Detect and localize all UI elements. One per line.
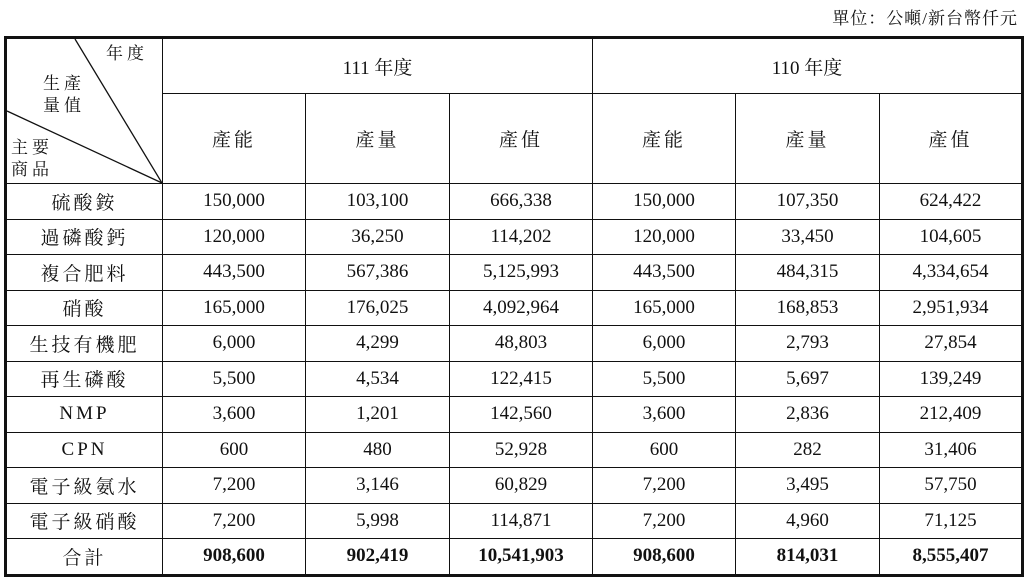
value-cell: 814,031 [736, 539, 880, 576]
value-cell: 142,560 [450, 397, 593, 433]
corner-item-label [11, 137, 53, 181]
value-cell: 150,000 [163, 184, 306, 220]
value-cell: 150,000 [593, 184, 736, 220]
value-cell: 3,600 [163, 397, 306, 433]
value-cell: 666,338 [450, 184, 593, 220]
value-cell: 176,025 [306, 290, 450, 326]
corner-value-line2: 量值 [43, 96, 85, 115]
value-cell: 443,500 [593, 255, 736, 291]
metric-header-capacity: 產能 [163, 94, 306, 184]
metric-header-output: 產量 [736, 94, 880, 184]
year-header-110: 110 年度 [593, 38, 1023, 94]
value-cell: 600 [163, 432, 306, 468]
value-cell: 4,534 [306, 361, 450, 397]
value-cell: 1,201 [306, 397, 450, 433]
product-name: 過磷酸鈣 [6, 219, 163, 255]
value-cell: 120,000 [163, 219, 306, 255]
value-cell: 114,202 [450, 219, 593, 255]
table-body [6, 184, 1023, 576]
value-cell: 600 [593, 432, 736, 468]
value-cell: 52,928 [450, 432, 593, 468]
value-cell: 31,406 [880, 432, 1023, 468]
metric-header-value: 產值 [880, 94, 1023, 184]
table-row [6, 326, 1023, 362]
value-cell: 168,853 [736, 290, 880, 326]
value-cell: 908,600 [163, 539, 306, 576]
table-row [6, 468, 1023, 504]
value-cell: 6,000 [163, 326, 306, 362]
value-cell: 3,146 [306, 468, 450, 504]
value-cell: 3,600 [593, 397, 736, 433]
value-cell: 103,100 [306, 184, 450, 220]
corner-value-line1: 生產 [43, 74, 85, 93]
table-row [6, 184, 1023, 220]
value-cell: 7,200 [593, 468, 736, 504]
value-cell: 3,495 [736, 468, 880, 504]
value-cell: 624,422 [880, 184, 1023, 220]
corner-item-line2: 商品 [11, 160, 53, 179]
table-row [6, 432, 1023, 468]
product-name: CPN [6, 432, 163, 468]
value-cell: 7,200 [163, 503, 306, 539]
metric-header-capacity: 產能 [593, 94, 736, 184]
year-header-111: 111 年度 [163, 38, 593, 94]
value-cell: 114,871 [450, 503, 593, 539]
product-name: 再生磷酸 [6, 361, 163, 397]
value-cell: 120,000 [593, 219, 736, 255]
value-cell: 4,092,964 [450, 290, 593, 326]
value-cell: 48,803 [450, 326, 593, 362]
value-cell: 165,000 [593, 290, 736, 326]
value-cell: 902,419 [306, 539, 450, 576]
value-cell: 2,836 [736, 397, 880, 433]
value-cell: 5,500 [163, 361, 306, 397]
value-cell: 282 [736, 432, 880, 468]
value-cell: 71,125 [880, 503, 1023, 539]
metric-header-value: 產值 [450, 94, 593, 184]
value-cell: 4,334,654 [880, 255, 1023, 291]
value-cell: 5,125,993 [450, 255, 593, 291]
total-row [6, 539, 1023, 576]
value-cell: 5,500 [593, 361, 736, 397]
value-cell: 165,000 [163, 290, 306, 326]
product-name: 電子級氨水 [6, 468, 163, 504]
product-name: 硫酸銨 [6, 184, 163, 220]
table-row [6, 219, 1023, 255]
corner-value-label [43, 73, 85, 117]
value-cell: 33,450 [736, 219, 880, 255]
corner-item-line1: 主要 [11, 138, 53, 157]
product-name: 電子級硝酸 [6, 503, 163, 539]
value-cell: 7,200 [593, 503, 736, 539]
value-cell: 5,697 [736, 361, 880, 397]
value-cell: 212,409 [880, 397, 1023, 433]
value-cell: 122,415 [450, 361, 593, 397]
value-cell: 60,829 [450, 468, 593, 504]
value-cell: 484,315 [736, 255, 880, 291]
value-cell: 57,750 [880, 468, 1023, 504]
unit-label: 單位：公噸/新台幣仟元 [832, 9, 1018, 28]
value-cell: 5,998 [306, 503, 450, 539]
table-row [6, 255, 1023, 291]
value-cell: 6,000 [593, 326, 736, 362]
value-cell: 104,605 [880, 219, 1023, 255]
value-cell: 139,249 [880, 361, 1023, 397]
table-row [6, 290, 1023, 326]
table-row [6, 397, 1023, 433]
table-row [6, 503, 1023, 539]
value-cell: 8,555,407 [880, 539, 1023, 576]
product-name: 複合肥料 [6, 255, 163, 291]
table-row [6, 361, 1023, 397]
value-cell: 4,299 [306, 326, 450, 362]
value-cell: 443,500 [163, 255, 306, 291]
corner-year-label: 年度 [106, 44, 148, 63]
corner-header [6, 38, 163, 184]
value-cell: 107,350 [736, 184, 880, 220]
value-cell: 10,541,903 [450, 539, 593, 576]
value-cell: 36,250 [306, 219, 450, 255]
product-name: NMP [6, 397, 163, 433]
value-cell: 27,854 [880, 326, 1023, 362]
value-cell: 2,951,934 [880, 290, 1023, 326]
value-cell: 4,960 [736, 503, 880, 539]
product-name: 生技有機肥 [6, 326, 163, 362]
value-cell: 480 [306, 432, 450, 468]
product-name: 合計 [6, 539, 163, 576]
product-name: 硝酸 [6, 290, 163, 326]
value-cell: 7,200 [163, 468, 306, 504]
metric-header-output: 產量 [306, 94, 450, 184]
value-cell: 908,600 [593, 539, 736, 576]
value-cell: 567,386 [306, 255, 450, 291]
production-table [4, 36, 1024, 577]
value-cell: 2,793 [736, 326, 880, 362]
